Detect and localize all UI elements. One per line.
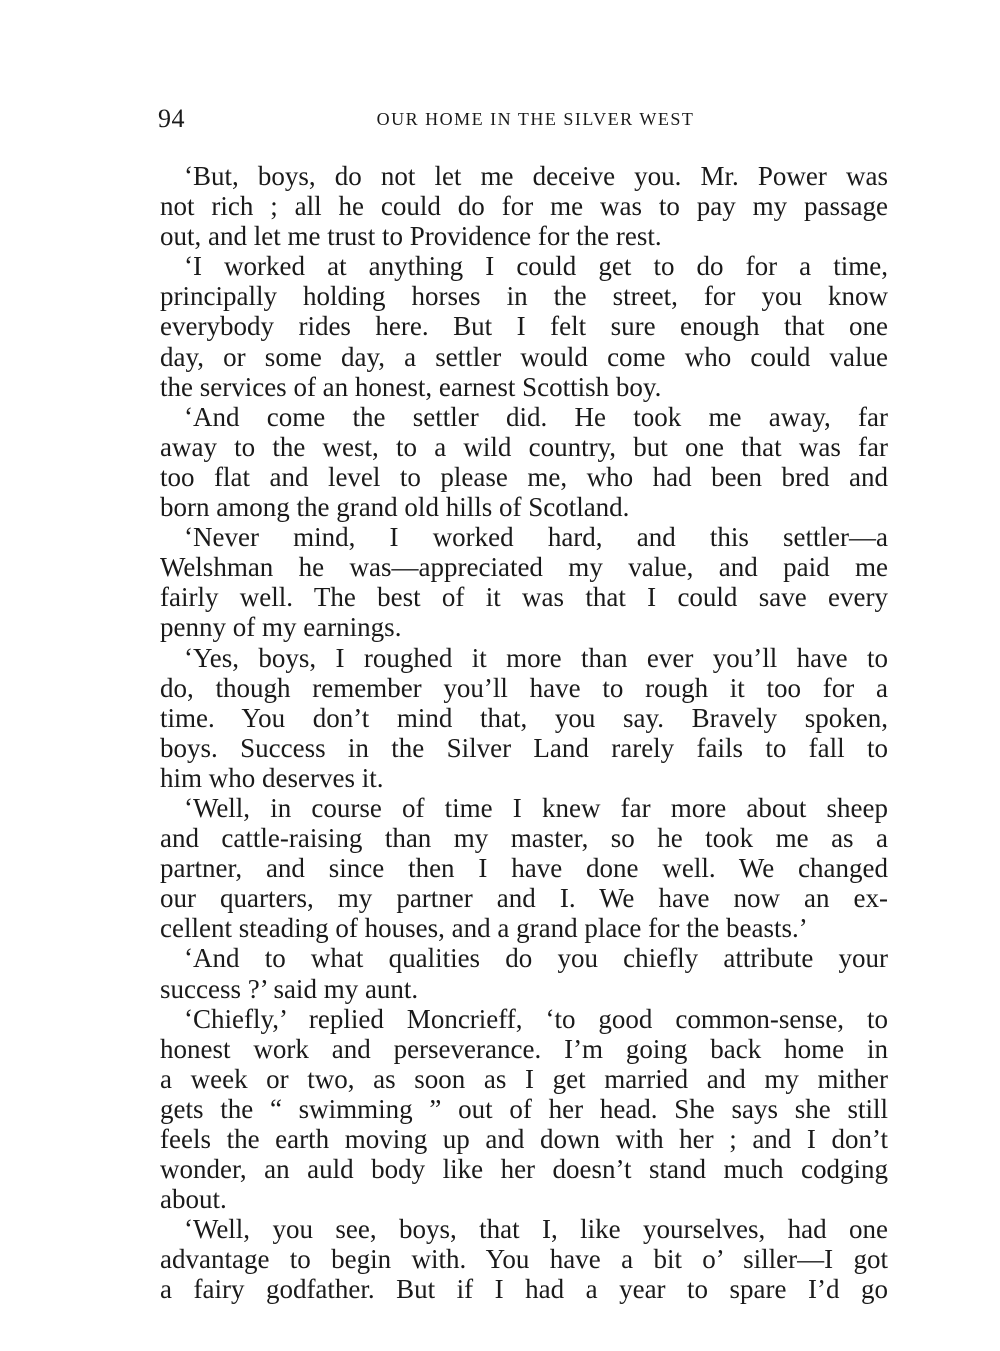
text-line: ‘Well, you see, boys, that I, like yourselves, had one [184, 1214, 888, 1245]
running-title: OUR HOME IN THE SILVER WEST [376, 109, 695, 129]
text-line: ‘And to what qualities do you chiefly attribute your [184, 943, 888, 974]
text-line: too flat and level to please me, who had been bred and [160, 461, 888, 492]
text-line: and cattle-raising than my master, so he took me as a [160, 823, 888, 854]
text-line: ‘And come the settler did. He took me away, far [184, 401, 888, 432]
text-line: our quarters, my partner and I. We have now an ex- [160, 883, 888, 914]
text-line: cellent steading of houses, and a grand place for the beasts.’ [160, 913, 808, 944]
text-line: ‘Well, in course of time I knew far more about sheep [184, 792, 888, 823]
text-line: principally holding horses in the street, for you know [160, 281, 888, 312]
text-line: penny of my earnings. [160, 612, 402, 643]
text-line: away to the west, to a wild country, but one that was far [160, 431, 888, 462]
page-number: 94 [158, 104, 185, 133]
text-line: ‘Yes, boys, I roughed it more than ever you’ll have to [184, 642, 888, 673]
text-line: time. You don’t mind that, you say. Bravely spoken, [160, 702, 888, 733]
text-line: the services of an honest, earnest Scottish boy. [160, 371, 662, 402]
text-line: feels the earth moving up and down with her ; and I don’t [160, 1124, 888, 1154]
text-line: a week or two, as soon as I get married and my mither [160, 1063, 888, 1094]
text-line: Welshman he was—appreciated my value, and paid me [160, 552, 888, 583]
text-line: day, or some day, a settler would come who could value [160, 341, 888, 372]
text-line: honest work and perseverance. I’m going back home in [160, 1033, 888, 1064]
text-line: about. [160, 1184, 227, 1215]
text-line: ‘Never mind, I worked hard, and this settler—a [184, 522, 888, 553]
text-line: wonder, an auld body like her doesn’t stand much codging [160, 1154, 888, 1185]
text-line: him who deserves it. [160, 762, 384, 793]
text-line: ‘But, boys, do not let me deceive you. Mr. Power was [184, 161, 888, 191]
text-line: a fairy godfather. But if I had a year to spare I’d go [160, 1274, 888, 1305]
text-line: success ?’ said my aunt. [160, 973, 419, 1004]
text-line: advantage to begin with. You have a bit o’ siller—I got [160, 1244, 888, 1275]
body-text [160, 161, 888, 1305]
text-line: do, though remember you’ll have to rough it too for a [160, 672, 888, 703]
page-header [158, 104, 893, 140]
text-line: fairly well. The best of it was that I could save every [160, 582, 888, 613]
text-line: out, and let me trust to Providence for the rest. [160, 221, 662, 252]
text-line: everybody rides here. But I felt sure enough that one [160, 311, 888, 342]
text-line: born among the grand old hills of Scotland. [160, 492, 630, 523]
text-line: ‘I worked at anything I could get to do for a time, [184, 251, 888, 282]
text-line: not rich ; all he could do for me was to pay my passage [160, 191, 888, 222]
text-line: partner, and since then I have done well. We changed [160, 853, 888, 884]
text-line: ‘Chiefly,’ replied Moncrieff, ‘to good common-sense, to [184, 1003, 888, 1034]
text-line: boys. Success in the Silver Land rarely fails to fall to [160, 732, 888, 763]
text-line: gets the “ swimming ” out of her head. She says she still [160, 1093, 888, 1124]
